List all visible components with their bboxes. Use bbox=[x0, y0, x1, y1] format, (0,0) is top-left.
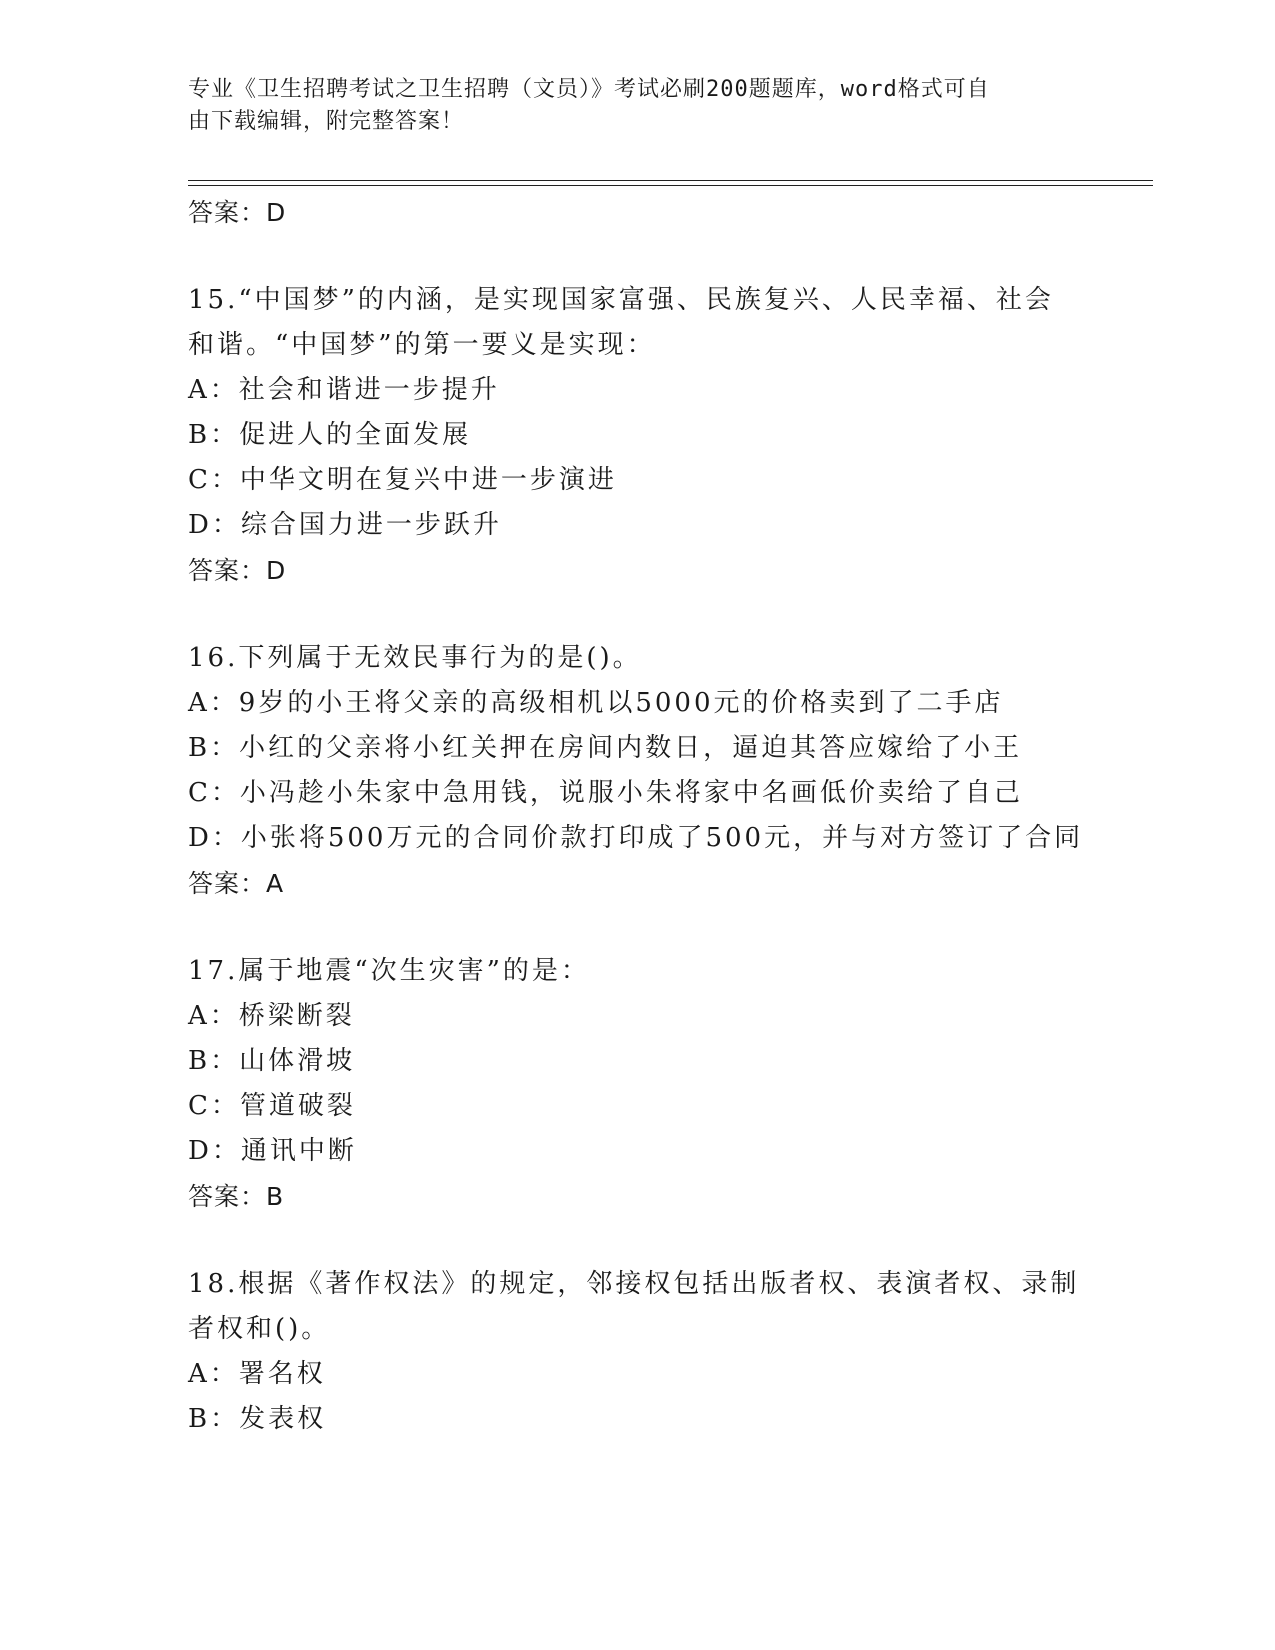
question-stem: 15.“中国梦”的内涵，是实现国家富强、民族复兴、人民幸福、社会 bbox=[188, 285, 1054, 315]
question-stem: 和谐。“中国梦”的第一要义是实现： bbox=[188, 330, 656, 360]
answer-line: 答案：D bbox=[188, 198, 287, 227]
question-stem: 16.下列属于无效民事行为的是()。 bbox=[188, 643, 642, 673]
option-c: C：中华文明在复兴中进一步演进 bbox=[188, 465, 617, 495]
header-divider bbox=[188, 180, 1153, 186]
question-stem: 18.根据《著作权法》的规定，邻接权包括出版者权、表演者权、录制 bbox=[188, 1269, 1080, 1299]
option-d: D：小张将500万元的合同价款打印成了500元，并与对方签订了合同 bbox=[188, 823, 1084, 853]
spacer bbox=[188, 235, 1088, 278]
option-d: D：通讯中断 bbox=[188, 1136, 357, 1166]
option-c: C：小冯趁小朱家中急用钱，说服小朱将家中名画低价卖给了自己 bbox=[188, 778, 1023, 808]
option-b: B：小红的父亲将小红关押在房间内数日，逼迫其答应嫁给了小王 bbox=[188, 733, 1023, 763]
document-body bbox=[188, 190, 1088, 1442]
spacer bbox=[188, 593, 1088, 636]
answer-line: 答案：D bbox=[188, 556, 287, 585]
option-a: A：社会和谐进一步提升 bbox=[188, 375, 500, 405]
answer-line: 答案：B bbox=[188, 1182, 285, 1211]
answer-line: 答案：A bbox=[188, 869, 285, 898]
question-block bbox=[188, 1262, 1088, 1442]
option-b: B：发表权 bbox=[188, 1404, 327, 1434]
question-block bbox=[188, 636, 1088, 906]
question-block bbox=[188, 949, 1088, 1219]
option-a: A：9岁的小王将父亲的高级相机以5000元的价格卖到了二手店 bbox=[188, 688, 1004, 718]
option-b: B：促进人的全面发展 bbox=[188, 420, 472, 450]
question-stem: 17.属于地震“次生灾害”的是： bbox=[188, 956, 590, 986]
option-d: D：综合国力进一步跃升 bbox=[188, 510, 502, 540]
question-block bbox=[188, 278, 1088, 593]
header-line-1: 专业《卫生招聘考试之卫生招聘（文员）》考试必刷200题题库，word格式可自 bbox=[188, 77, 990, 102]
option-a: A：署名权 bbox=[188, 1359, 326, 1389]
option-b: B：山体滑坡 bbox=[188, 1046, 356, 1076]
option-a: A：桥梁断裂 bbox=[188, 1001, 355, 1031]
spacer bbox=[188, 1219, 1088, 1262]
spacer bbox=[188, 906, 1088, 949]
question-stem: 者权和()。 bbox=[188, 1314, 331, 1344]
option-c: C：管道破裂 bbox=[188, 1091, 356, 1121]
document-header bbox=[188, 74, 1068, 138]
header-line-2: 由下载编辑，附完整答案！ bbox=[188, 109, 465, 134]
